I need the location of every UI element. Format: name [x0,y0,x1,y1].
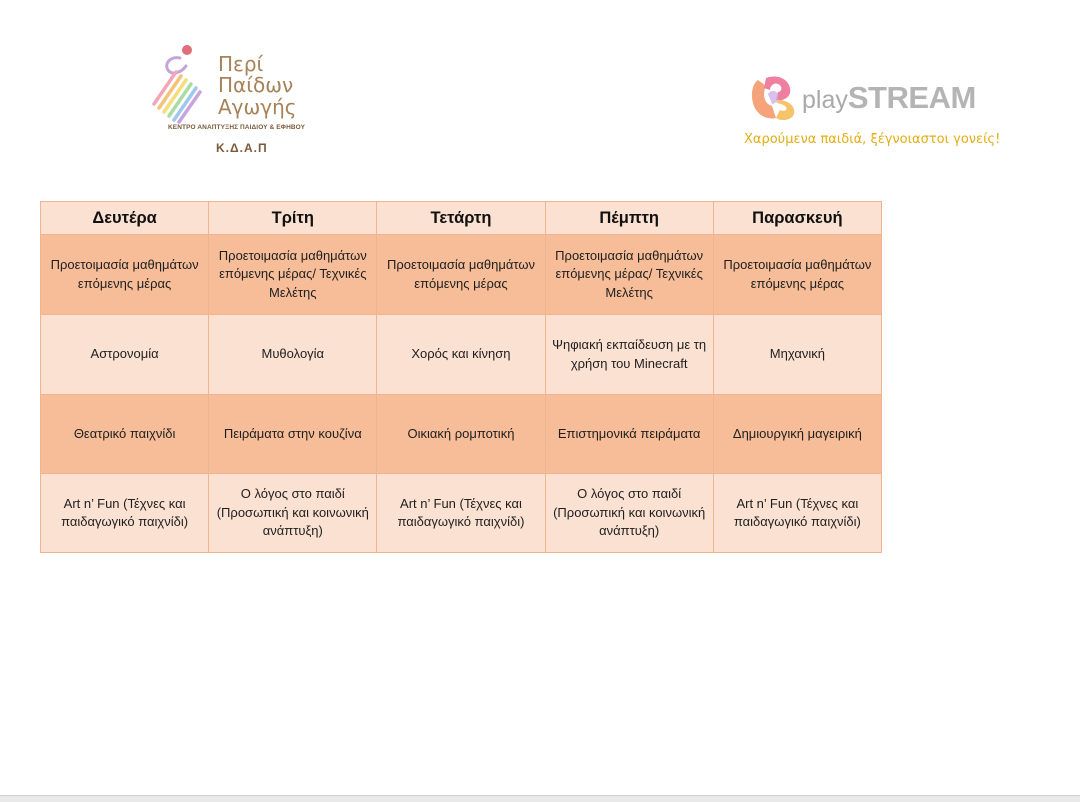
activity-cell: Πειράματα στην κουζίνα [209,395,377,474]
activity-cell: Ο λόγος στο παιδί (Προσωπική και κοινωνική ανάπτυξη) [545,474,713,553]
activity-cell: Art n’ Fun (Τέχνες και παιδαγωγικό παιχνίδι) [377,474,545,553]
activity-cell: Προετοιμασία μαθημάτων επόμενης μέρας/ Τεχνικές Μελέτης [209,235,377,315]
activity-cell: Δημιουργική μαγειρική [713,395,881,474]
activity-cell: Art n’ Fun (Τέχνες και παιδαγωγικό παιχνίδι) [41,474,209,553]
schedule-row [41,395,882,474]
schedule-header-row [41,202,882,235]
activity-cell: Οικιακή ρομποτική [377,395,545,474]
schedule-row [41,235,882,315]
activity-cell: Μυθολογία [209,315,377,395]
peri-paidon-agogis-logo [150,42,320,162]
day-header: Παρασκευή [713,202,881,235]
activity-cell: Αστρονομία [41,315,209,395]
playstream-logo [740,70,1000,155]
activity-cell: Μηχανική [713,315,881,395]
logo-acronym: Κ.Δ.Α.Π [216,141,268,155]
activity-cell: Προετοιμασία μαθημάτων επόμενης μέρας [713,235,881,315]
logo-line-2: Παίδων [218,73,294,97]
activity-cell: Χορός και κίνηση [377,315,545,395]
day-header: Τρίτη [209,202,377,235]
day-header: Πέμπτη [545,202,713,235]
brand-stream-text: STREAM [847,80,976,115]
activity-cell: Ο λόγος στο παιδί (Προσωπική και κοινωνική ανάπτυξη) [209,474,377,553]
activity-cell: Προετοιμασία μαθημάτων επόμενης μέρας [41,235,209,315]
logo-line-1: Περί [218,52,264,76]
activity-cell: Προετοιμασία μαθημάτων επόμενης μέρας/ Τεχνικές Μελέτης [545,235,713,315]
logo-subtitle: ΚΕΝΤΡΟ ΑΝΑΠΤΥΞΗΣ ΠΑΙΔΙΟΥ & ΕΦΗΒΟΥ [168,124,306,131]
activity-cell: Επιστημονικά πειράματα [545,395,713,474]
playstream-wordmark [802,80,976,118]
logo-line-3: Αγωγής [218,95,297,119]
activity-cell: Θεατρικό παιχνίδι [41,395,209,474]
weekly-schedule-table [40,201,882,553]
activity-cell: Art n’ Fun (Τέχνες και παιδαγωγικό παιχνίδι) [713,474,881,553]
playstream-mark-icon [748,74,804,122]
playstream-tagline: Χαρούμενα παιδιά, ξέγνοιαστοι γονείς! [744,132,1001,147]
child-figure-logo-icon [150,42,218,124]
day-header: Τετάρτη [377,202,545,235]
activity-cell: Ψηφιακή εκπαίδευση με τη χρήση του Minecraft [545,315,713,395]
schedule-row [41,315,882,395]
day-header: Δευτέρα [41,202,209,235]
brand-play-text: play [802,86,848,114]
activity-cell: Προετοιμασία μαθημάτων επόμενης μέρας [377,235,545,315]
schedule-row [41,474,882,553]
